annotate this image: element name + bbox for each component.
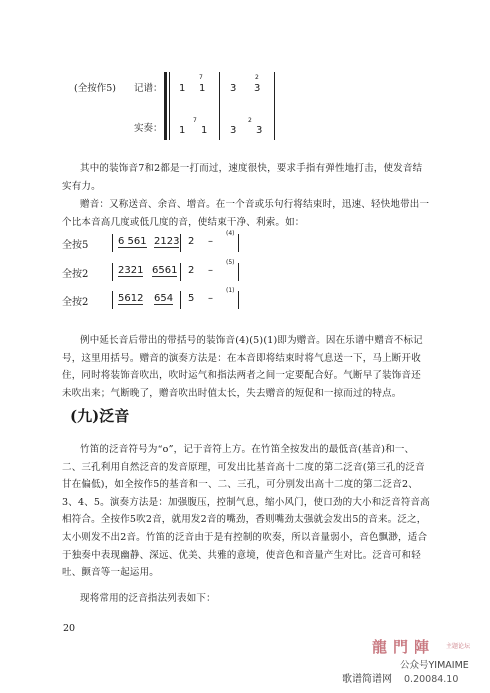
example-seg: 2 [188,265,195,276]
example-seg: – [208,293,213,304]
example-seg: 2 [188,236,195,247]
paragraph-zengyin-method: 例中延长音后带出的带括号的装饰音(4)(5)(1)即为赠音。因在乐谱中赠音不标记号，这里用括号。赠音的演奏方法是：在本音即将结束时将气息送一下，马上断开收住，同时将装饰音吹出，吹时运气和指法两者之间一定要配合好。气断早了装饰音还未吹出来；气断晚了，赠音吹出时值太长，失去赠音的短促和一掠而过的特点。 [62,335,423,399]
example-label: 全按2 [62,269,89,280]
actual-note: 1 [179,125,186,136]
bar-line [112,234,113,252]
example-grace: (4) [226,230,235,237]
section-heading: (九)泛音 [70,407,130,425]
grace-mark: 2 [255,74,259,81]
code-watermark: 0.20084.10 [404,674,459,685]
figure-mid-bar [219,72,220,140]
account-watermark: 公众号YIMAIME [400,660,469,671]
bar-line [238,234,239,252]
example-seg: 654 [154,293,174,304]
bar-line [238,291,239,309]
paragraph-zengyin-definition: 赠音：又称送音、余音、增音。在一个音或乐句行将结束时，迅速、轻快地带出一个比本音高几度或低几度的音，使结束干净、利索。如： [62,199,430,228]
notation-note: 1 [179,83,186,94]
figure-start-bar-thin [169,72,170,140]
bar-line [112,291,113,309]
logo-watermark: 龍門陣 [372,638,436,656]
paragraph-table-intro: 现将常用的泛音指法列表如下： [80,593,216,604]
example-seg: 2123 [154,236,180,247]
logo-watermark-sub: 主题论坛 [446,643,471,650]
example-seg: – [208,265,213,276]
bar-line [112,263,113,281]
grace-mark: 7 [199,74,203,81]
figure-start-bar [164,72,167,140]
grace-note: 7 [193,117,197,124]
notation-note: 3 [254,83,261,94]
site-watermark: 歌谱简谱网 [342,674,392,685]
notation-note: 1 [199,83,206,94]
actual-note: 1 [201,125,208,136]
bar-line [238,263,239,281]
paragraph-grace-explanation: 其中的装饰音7和2都是一打而过，速度很快，要求手指有弹性地打击，使发音结实有力。 [62,163,423,192]
actual-note: 3 [230,125,237,136]
bar-line [180,263,181,281]
figure-end-bar [274,72,275,140]
bar-line [180,234,181,252]
figure-set-label: (全按作5) [74,83,116,94]
example-label: 全按5 [62,240,89,251]
example-grace: (1) [226,287,235,294]
example-grace: (5) [226,259,235,266]
bar-line [180,291,181,309]
actual-note: 3 [256,125,263,136]
example-seg: 6 561 [118,236,147,247]
notation-note: 3 [230,83,237,94]
example-row [62,230,262,254]
example-label: 全按2 [62,297,89,308]
example-seg: 5612 [118,293,144,304]
grace-note: 2 [248,117,252,124]
figure-notation-label: 记谱： [134,83,163,94]
example-seg: 6561 [152,265,178,276]
paragraph-harmonics: 竹笛的泛音符号为“o”，记于音符上方。在竹笛全按发出的最低音(基音)和一、二、三孔利用自然泛音的发音原理，可发出比基音高十二度的第二泛音(第三孔的泛音甘在偏低)，如全按作5的基音和一、二、三孔，可分别发出高十二度的第二泛音2、3、4、5。演奏方法是：加强腹压，控制气息，缩小风门，使口劲的大小和泛音符音高相符合。全按作5吹2音，就用发2音的嘴劲，香则嘴劲太强就会发出5的音来。泛之，太小则发不出2音。竹笛的泛音由于是有控制的吹奏，所以音量弱小，音色飘渺，适合于独奏中表现幽静、深远、优美、共雅的意境，使音色和音量产生对比。泛音可和轻吐、颤音等一起运用。 [62,444,430,579]
example-row [62,259,262,283]
example-seg: – [208,236,213,247]
page-number: 20 [63,623,76,634]
figure-actual-label: 实奏： [134,123,163,134]
example-row [62,287,262,311]
example-seg: 2321 [118,265,144,276]
example-seg: 5 [188,293,195,304]
